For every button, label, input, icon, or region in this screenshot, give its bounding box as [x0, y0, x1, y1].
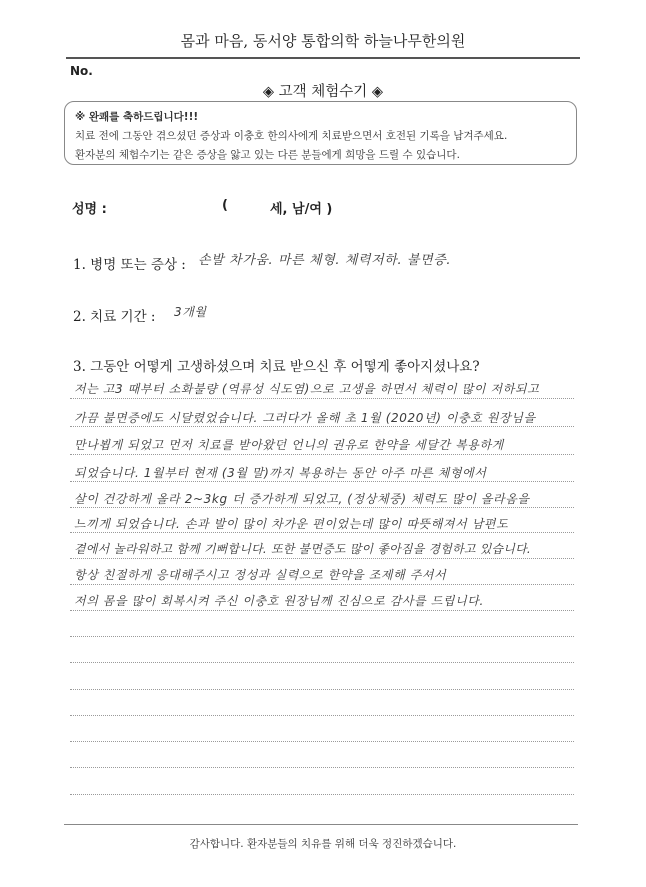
answer-line-8: 항상 친절하게 응대해주시고 정성과 실력으로 한약을 조제해 주셔서 — [74, 568, 447, 582]
clinic-header-title: 몸과 마음, 동서양 통합의학 하늘나무한의원 — [180, 32, 466, 50]
age-paren-open: ( — [222, 198, 228, 213]
writing-rule — [70, 532, 574, 533]
question-2-answer: 3개월 — [174, 305, 207, 319]
answer-line-4: 되었습니다. 1월부터 현재 (3월 말)까지 복용하는 동안 아주 마른 체형에서 — [74, 466, 487, 480]
writing-rule — [70, 584, 574, 585]
form-title: ◈ 고객 체험수기 ◈ — [262, 84, 384, 100]
answer-line-5: 살이 건강하게 올라 2~3kg 더 증가하게 되었고, (정상체중) 체력도 많이 올라옴을 — [74, 492, 530, 506]
answer-line-1: 저는 고3 때부터 소화불량 (역류성 식도염)으로 고생을 하면서 체력이 많이 저하되고 — [74, 382, 540, 396]
name-label: 성명 : — [72, 202, 107, 217]
writing-rule — [70, 610, 574, 611]
answer-line-3: 만나뵙게 되었고 먼저 치료를 받아왔던 언니의 권유로 한약을 세달간 복용하게 — [74, 438, 504, 452]
notice-line-instructions: 치료 전에 그동안 겪으셨던 증상과 이충호 한의사에게 치료받으면서 호전된 기록을 남겨주세요. — [75, 130, 508, 142]
writing-rule — [70, 426, 574, 427]
writing-rule — [70, 481, 574, 482]
writing-rule — [70, 636, 574, 637]
answer-line-9: 저의 몸을 많이 회복시켜 주신 이충호 원장님께 진심으로 감사를 드립니다. — [74, 594, 484, 608]
writing-rule — [70, 398, 574, 399]
writing-rule — [70, 662, 574, 663]
writing-rule — [70, 741, 574, 742]
answer-line-6: 느끼게 되었습니다. 손과 발이 많이 차가운 편이었는데 많이 따뜻해져서 남편도 — [74, 517, 509, 531]
document-number-label: No. — [70, 64, 93, 78]
notice-line-hope: 환자분의 체험수기는 같은 증상을 앓고 있는 다른 분들에게 희망을 드릴 수 있습니다. — [75, 149, 460, 161]
question-2-label: 2. 치료 기간 : — [73, 309, 156, 325]
writing-rule — [70, 558, 574, 559]
header-divider — [66, 57, 580, 59]
footer-message: 감사합니다. 환자분들의 치유를 위해 더욱 정진하겠습니다. — [189, 838, 457, 850]
age-gender-field: 세, 남/여 ) — [270, 202, 333, 217]
footer-divider — [64, 824, 578, 825]
writing-rule — [70, 689, 574, 690]
question-1-answer: 손발 차가움. 마른 체형. 체력저하. 불면증. — [198, 253, 452, 268]
writing-rule — [70, 454, 574, 455]
writing-rule — [70, 794, 574, 795]
writing-rule — [70, 767, 574, 768]
question-1-label: 1. 병명 또는 증상 : — [73, 257, 186, 273]
question-3-label: 3. 그동안 어떻게 고생하셨으며 치료 받으신 후 어떻게 좋아지셨나요? — [73, 359, 480, 375]
notice-box — [64, 101, 577, 165]
writing-rule — [70, 507, 574, 508]
answer-line-7: 곁에서 놀라워하고 함께 기뻐합니다. 또한 불면증도 많이 좋아짐을 경험하고 있습니다. — [74, 542, 531, 556]
writing-rule — [70, 715, 574, 716]
answer-line-2: 가끔 불면증에도 시달렸었습니다. 그러다가 올해 초 1월 (2020년) 이충호 원장님을 — [74, 411, 536, 425]
notice-line-congratulations: ※ 완쾌를 축하드립니다!!! — [75, 111, 199, 123]
